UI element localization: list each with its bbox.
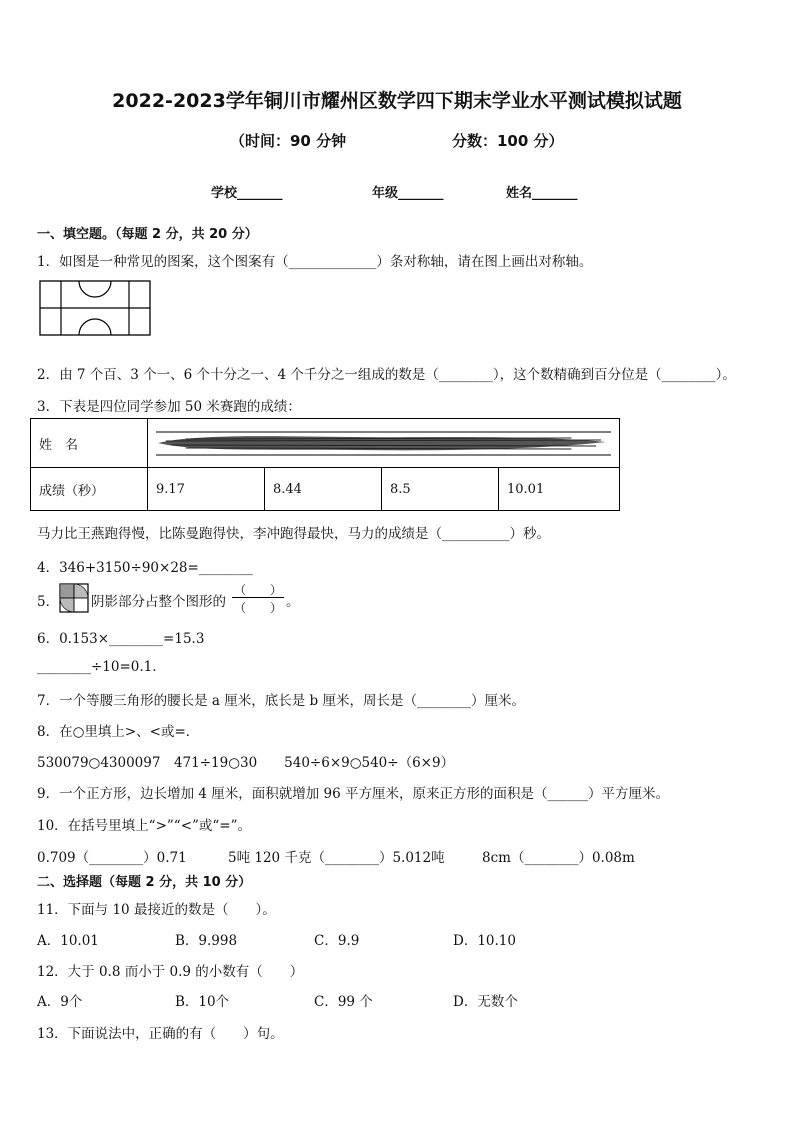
question-10-b: 5吨 120 千克（________）5.012吨 — [228, 850, 445, 866]
question-10-c: 8cm（________）0.08m — [482, 850, 635, 866]
section-heading-choice: 二、选择题（每题 2 分，共 10 分） — [37, 875, 252, 890]
score-cell: 8.5 — [382, 468, 499, 511]
option-b[interactable]: B．9.998 — [175, 933, 238, 949]
question-10: 10．在括号里填上“>”“<”或“=”。 — [37, 818, 252, 834]
grade-field[interactable]: 年级_______ — [372, 186, 444, 201]
page-title: 2022-2023学年铜川市耀州区数学四下期末学业水平测试模拟试题 — [112, 90, 682, 112]
symmetric-pattern-figure — [39, 280, 151, 336]
option-a[interactable]: A．10.01 — [37, 933, 99, 949]
question-13: 13．下面说法中，正确的有（ ）句。 — [37, 1026, 284, 1042]
question-2: 2．由 7 个百、3 个一、6 个十分之一、4 个千分之一组成的数是（________），这个数精确到百分位是（________）。 — [37, 367, 736, 383]
option-c[interactable]: C．9.9 — [314, 933, 360, 949]
option-c[interactable]: C．99 个 — [314, 994, 373, 1010]
fraction-numerator-blank[interactable]: （ ） — [233, 583, 282, 597]
exam-score: 分数：100 分） — [452, 132, 564, 150]
question-3-followup: 马力比王燕跑得慢，比陈曼跑得快，李冲跑得最快，马力的成绩是（__________）秒。 — [37, 526, 550, 542]
question-5-number: 5． — [37, 594, 60, 610]
option-d[interactable]: D．10.10 — [453, 933, 516, 949]
score-cell: 9.17 — [148, 468, 265, 511]
question-9: 9．一个正方形，边长增加 4 厘米，面积就增加 96 平方厘米，原来正方形的面积是（______）平方厘米。 — [37, 786, 670, 802]
name-header-cell: 姓 名 — [31, 419, 148, 468]
question-6b: ________÷10=0.1. — [37, 659, 157, 675]
question-11: 11．下面与 10 最接近的数是（ ）。 — [37, 902, 276, 918]
option-b[interactable]: B．10个 — [175, 994, 230, 1010]
question-1: 1．如图是一种常见的图案，这个图案有（_____________）条对称轴，请在图上画出对称轴。 — [37, 254, 593, 270]
question-5-end: 。 — [286, 594, 300, 610]
fraction-answer — [232, 581, 284, 615]
question-4: 4．346+3150÷90×28=________ — [37, 560, 253, 576]
question-7: 7．一个等腰三角形的腰长是 a 厘米，底长是 b 厘米，周长是（________）厘米。 — [37, 693, 525, 709]
score-cell: 10.01 — [499, 468, 620, 511]
fraction-denominator-blank[interactable]: （ ） — [233, 601, 282, 615]
school-field[interactable]: 学校_______ — [211, 186, 283, 201]
redacted-names-cell — [148, 419, 620, 468]
question-8: 8．在○里填上>、<或=． — [37, 724, 200, 740]
question-8-items: 530079○4300097 471÷19○30 540÷6×9○540÷（6×9） — [37, 755, 455, 771]
option-d[interactable]: D．无数个 — [453, 994, 518, 1010]
question-6a: 6．0.153×________=15.3 — [37, 631, 205, 647]
score-cell: 8.44 — [265, 468, 382, 511]
scribble-redaction — [156, 428, 611, 458]
fraction-bar — [232, 597, 284, 598]
table-row — [31, 468, 620, 511]
question-10-a: 0.709（________）0.71 — [37, 850, 187, 866]
question-5-text: 阴影部分占整个图形的 — [91, 594, 226, 610]
name-field[interactable]: 姓名_______ — [506, 186, 578, 201]
table-row — [31, 419, 620, 468]
exam-time: （时间：90 分钟 — [230, 132, 347, 150]
question-3: 3．下表是四位同学参加 50 米赛跑的成绩： — [37, 399, 301, 415]
question-12: 12．大于 0.8 而小于 0.9 的小数有（ ） — [37, 964, 304, 980]
score-header-cell: 成绩（秒） — [31, 468, 148, 511]
shaded-square-figure — [59, 583, 89, 613]
section-heading-fill-in: 一、填空题。（每题 2 分，共 20 分） — [37, 227, 258, 242]
option-a[interactable]: A．9个 — [37, 994, 83, 1010]
race-results-table — [30, 418, 620, 511]
